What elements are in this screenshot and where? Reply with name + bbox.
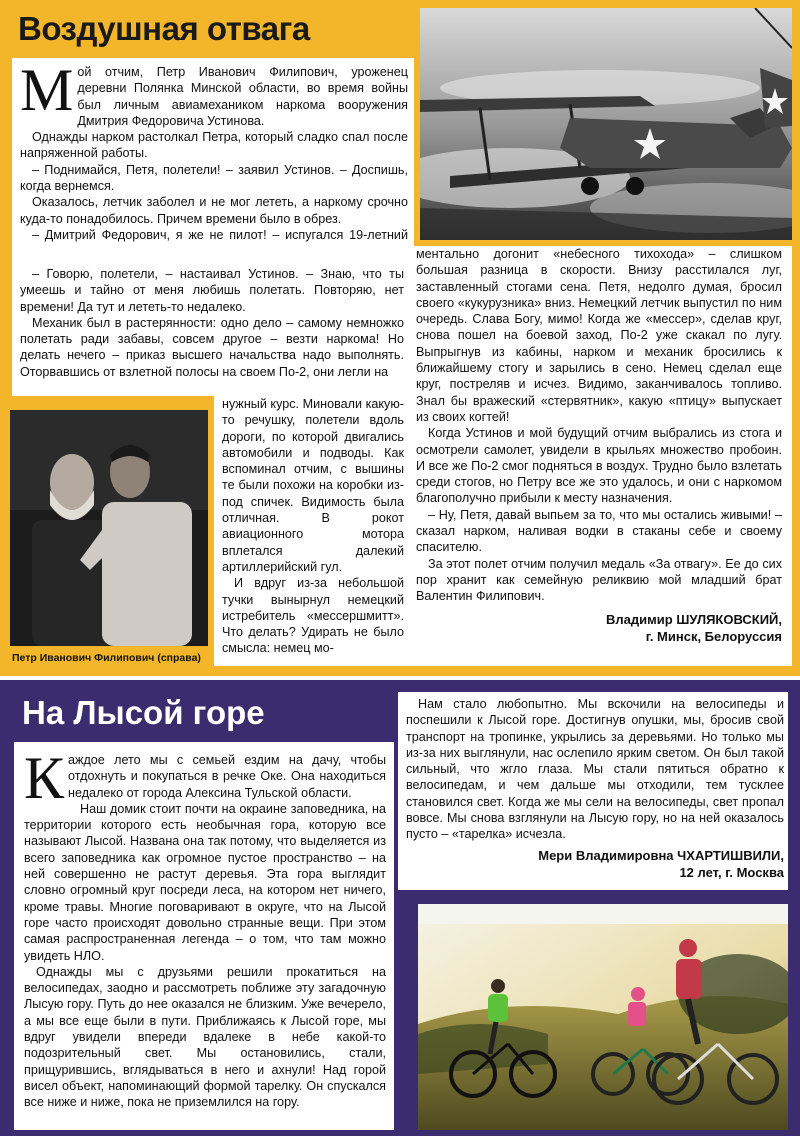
article1-paragraph: Однажды нарком растолкал Петра, который сладко спал после напряженной работы. xyxy=(20,130,408,161)
article1-paragraph: ой отчим, Петр Иванович Филипович, уроженец деревни Полянка Минской области, во время войны был личным авиамехаником наркома вооружения Дмитрия Федоровича Устинова. xyxy=(77,65,408,128)
article1-paragraph: Когда Устинов и мой будущий отчим выбрались из стога и осмотрели самолет, увидели в крыльях множество пробоин. И все же По-2 смог подняться в воздух. Трудно было взлетать среди стогов, но Петру все же это удалось, и они с наркомом благополучно прибыли к месту назначения. xyxy=(416,426,782,506)
article1-text-top xyxy=(12,58,414,246)
article1-paragraph: нужный курс. Миновали какую-то речушку, полетели вдоль дороги, по которой двигались автомобили и подводы. Как вспоминал отчим, с вышины те были похожи на коробки из-под спичек. Видимость была отличная. В рокот авиационного мотора вплетался далекий артиллерийский гул. xyxy=(222,397,404,574)
photo-caption: Петр Иванович Филипович (справа) xyxy=(12,652,201,664)
article1-text-middle xyxy=(12,246,410,396)
article2-signature xyxy=(406,847,784,881)
article2-paragraph: Однажды мы с друзьями решили прокатиться на велосипедах, заодно и рассмотреть поближе эту загадочную Лысую гору. Путь до нее оказался не близким. Уже вечерело, а мы все еще были в пути. Приближаясь к Лысой горе, мы вдруг увидели впереди вдалеке в небе какой-то подозрительный свет. Мы остановились, стали, прищурившись, вглядываться в него и ахнули! Над горой висел объект, напоминающий формой тарелку. Он спускался все ниже и ниже, пока не приземлился на гору. xyxy=(24,964,386,1110)
author-name: Владимир ШУЛЯКОВСКИЙ, xyxy=(606,611,782,627)
article2-text-right xyxy=(398,692,788,890)
portrait-photo xyxy=(10,410,208,646)
article1-paragraph: – Поднимайся, Петя, полетели! – заявил Устинов. – Доспишь, когда вернемся. xyxy=(20,162,408,194)
article1-title: Воздушная отвага xyxy=(18,10,310,47)
article2-text-left xyxy=(14,742,394,1130)
author-place: 12 лет, г. Москва xyxy=(679,864,784,880)
author-place: г. Минск, Белоруссия xyxy=(645,628,782,644)
article1-paragraph: ментально догонит «небесного тихохода» – слишком большая разница в скорости. Внизу расстилался луг, заставленный стогами сена. Петя, недолго думая, бросил своего «кукурузника» вниз. Немецкий летчик выпустил по ним очередь. Слава Богу, мимо! Когда же «мессер», сделав круг, снова пошел на боевой заход, По-2 уже скакал по лугу. Выпрыгнув из кабины, нарком и механик бросились к ближайшему стогу и зарылись в сено. Немец сделал еще круг, постреляв и исчез. Видимо, заканчивалось топливо. Знал бы вражеский «стервятник», какую «птицу» выпускает из своих когтей! xyxy=(416,247,782,424)
article1-paragraph: – Дмитрий Федорович, я же не пилот! – испугался 19-летний xyxy=(32,227,408,242)
article1-paragraph: И вдруг из-за небольшой тучки вынырнул немецкий истребитель «мессершмитт». Что делать? Удирать не было смысла: немец мо- xyxy=(222,576,404,656)
cyclists-photo xyxy=(418,904,788,1130)
article2-dropcap: К xyxy=(24,745,65,811)
article1-text-narrow xyxy=(214,396,410,666)
article1-paragraph: За этот полет отчим получил медаль «За отвагу». Ее до сих пор хранит как семейную реликвию мой младший брат Валентин Филипович. xyxy=(416,556,782,604)
article1-signature xyxy=(416,611,782,645)
article1-paragraph: Механик был в растерянности: одно дело – самому немножко полетать ради забавы, совсем другое – везти наркома! Но делать нечего – приказ высшего начальства надо выполнять. Оторвавшись от взлетной полосы на своем По-2, они легли на xyxy=(20,315,404,379)
article1-paragraph: – Ну, Петя, давай выпьем за то, что мы остались живыми! – сказал нарком, наливая водки в стаканы себе и своему спасителю. xyxy=(416,507,782,555)
article2-title: На Лысой горе xyxy=(22,694,265,731)
article2-paragraph: Нам стало любопытно. Мы вскочили на велосипеды и поспешили к Лысой горе. Достигнув опушки, мы, бросив свой транспорт на тропинке, укрылись за деревьями. Но только мы из-за них выглянули, нас ослепило ярким светом. Он был такой сильный, что жгло глаза. Мы стали пятиться обратно к велосипедам, и чем дальше мы отходили, тем тусклее становился свет. Когда же мы сели на велосипеды, свет пропал вовсе. Мы снова взглянули на Лысую гору, но на ней оказалось пусто – «тарелка» исчезла. xyxy=(406,697,784,842)
article2-paragraph: Наш домик стоит почти на окраине заповедника, на территории которого есть необычная гора, которую все называют Лысой. Названа она так потому, что выделяется из всего заповедника как огромное пустое пространство – на ней совершенно не растут деревья. Эта гора выглядит словно огромный круг посреди леса, на котором нет ничего, кроме травы. Многие поговаривают в округе, что на Лысой горе часто происходят довольно странные вещи. При этом самая распространенная легенда – о том, что там можно увидеть НЛО. xyxy=(24,801,386,963)
article2-paragraph: аждое лето мы с семьей ездим на дачу, чтобы отдохнуть и покупаться в речке Оке. Она находиться недалеко от города Алексина Тульской области. xyxy=(68,753,386,800)
article1-paragraph: – Говорю, полетели, – настаивал Устинов. – Знаю, что ты умеешь и тайно от меня любишь полетать. Повторяю, нет времени! Да тут и лететь-то недалеко. xyxy=(20,267,404,314)
article1-dropcap: М xyxy=(20,57,74,123)
biplane-photo xyxy=(420,8,792,240)
author-name: Мери Владимировна ЧХАРТИШВИЛИ, xyxy=(538,847,784,863)
article1-text-column2 xyxy=(410,246,792,666)
article1-paragraph: Оказалось, летчик заболел и не мог лететь, а наркому срочно куда-то понадобилось. Причем времени было в обрез. xyxy=(20,195,408,226)
